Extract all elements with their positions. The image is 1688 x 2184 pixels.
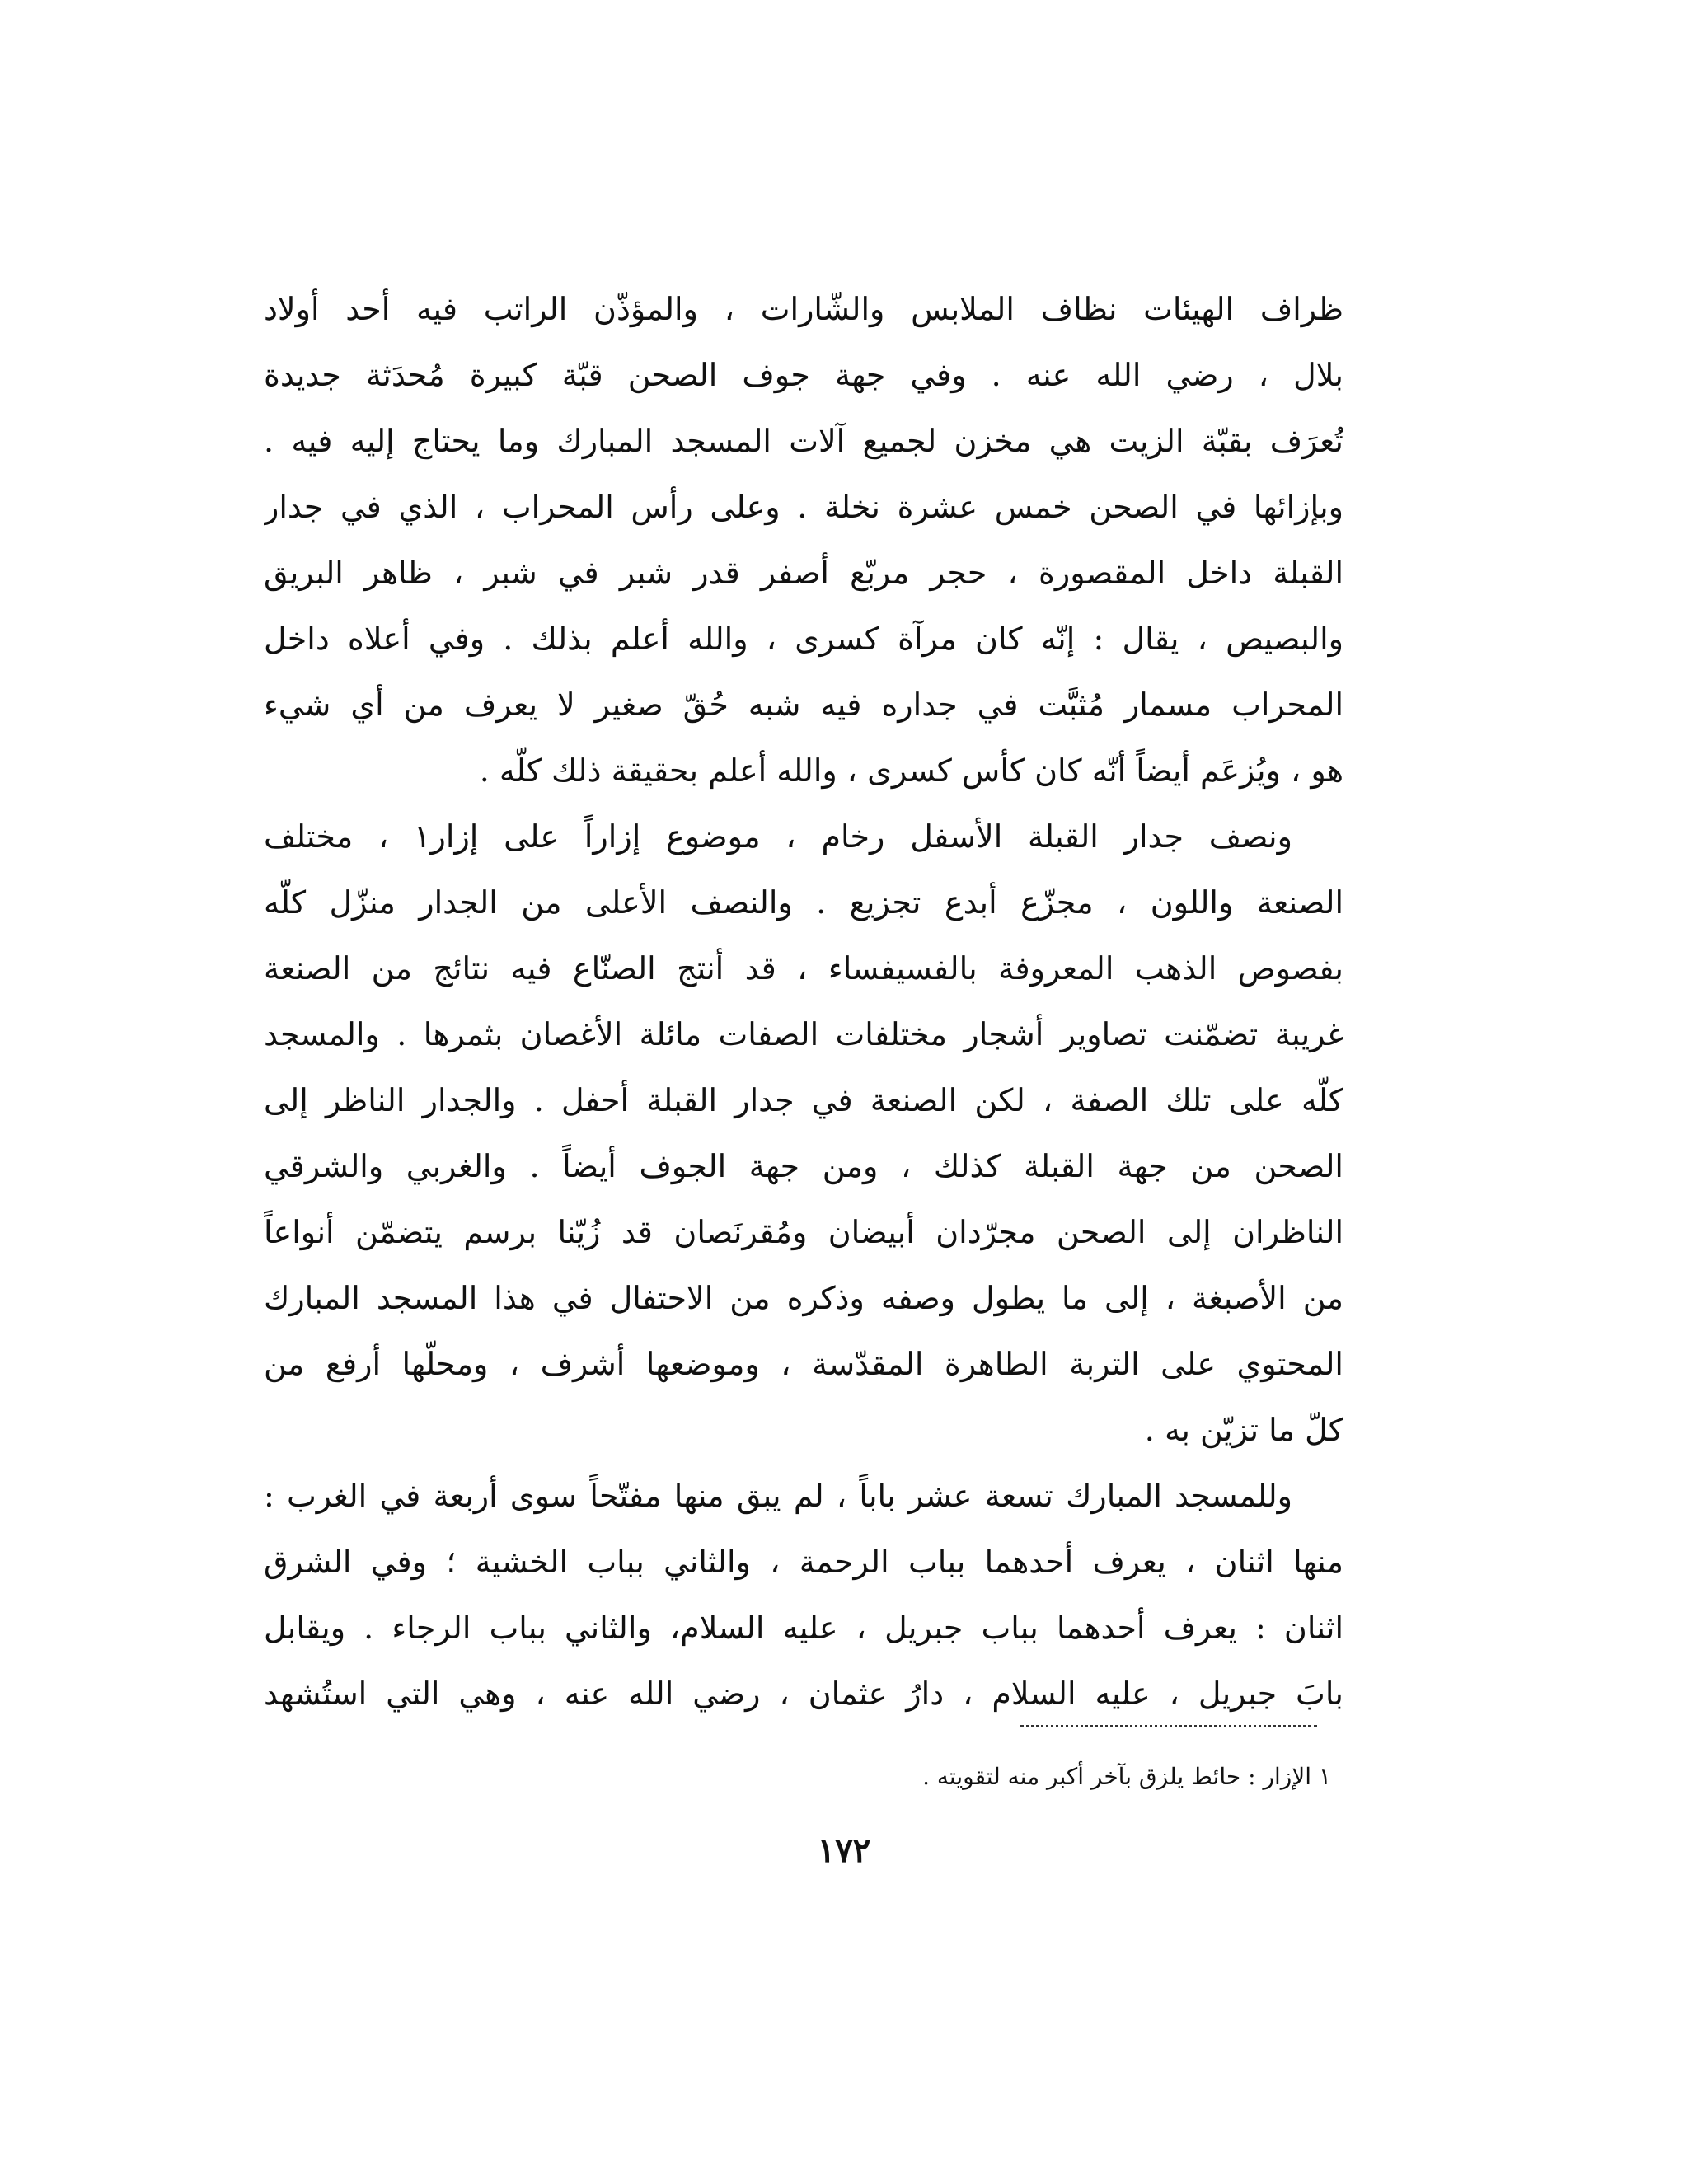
text-line: ظراف الهيئات نظاف الملابس والشّارات ، والمؤذّن الراتب فيه أحد أولاد [264,291,1343,327]
text-line: منها اثنان ، يعرف أحدهما بباب الرحمة ، والثاني بباب الخشية ؛ وفي الشرق [264,1544,1343,1580]
text-line: وللمسجد المبارك تسعة عشر باباً ، لم يبق منها مفتّحاً سوى أربعة في الغرب : [264,1478,1292,1514]
text-line: المحتوي على التربة الطاهرة المقدّسة ، وموضعها أشرف ، ومحلّها أرفع من [264,1346,1343,1382]
text-line: كلّ ما تزيّن به . [1144,1412,1343,1448]
footnote: ١ الإزار : حائط يلزق بآخر أكبر منه لتقويته . [922,1763,1331,1790]
text-line: الصنعة واللون ، مجزّع أبدع تجزيع . والنصف الأعلى من الجدار منزّل كلّه [264,884,1343,921]
text-line: ونصف جدار القبلة الأسفل رخام ، موضوع إزاراً على إزار١ ، مختلف [264,818,1292,855]
text-line: بابَ جبريل ، عليه السلام ، دارُ عثمان ، رضي الله عنه ، وهي التي استُشهد [264,1675,1343,1712]
text-line: تُعرَف بقبّة الزيت هي مخزن لجميع آلات المسجد المبارك وما يحتاج إليه فيه . [264,423,1343,459]
text-line: القبلة داخل المقصورة ، حجر مربّع أصفر قدر شبر في شبر ، ظاهر البريق [264,555,1343,591]
main-text [264,276,1343,1727]
text-line: من الأصبغة ، إلى ما يطول وصفه وذكره من الاحتفال في هذا المسجد المبارك [264,1280,1343,1316]
text-line: غريبة تضمّنت تصاوير أشجار مختلفات الصفات مائلة الأغصان بثمرها . والمسجد [264,1016,1343,1052]
text-line: اثنان : يعرف أحدهما بباب جبريل ، عليه السلام، والثاني بباب الرجاء . ويقابل [264,1610,1343,1646]
text-line: والبصيص ، يقال : إنّه كان مرآة كسرى ، والله أعلم بذلك . وفي أعلاه داخل [264,621,1343,657]
text-line: بلال ، رضي الله عنه . وفي جهة جوف الصحن قبّة كبيرة مُحدَثة جديدة [264,357,1343,393]
text-line: كلّه على تلك الصفة ، لكن الصنعة في جدار القبلة أحفل . والجدار الناظر إلى [264,1082,1343,1118]
text-line: هو ، ويُزعَم أيضاً أنّه كان كأس كسرى ، والله أعلم بحقيقة ذلك كلّه . [479,752,1343,789]
text-line: وبإزائها في الصحن خمس عشرة نخلة . وعلى رأس المحراب ، الذي في جدار [264,489,1343,525]
text-line: الناظران إلى الصحن مجرّدان أبيضان ومُقرنَصان قد زُيّنا برسم يتضمّن أنواعاً [264,1214,1343,1250]
footnote-separator [1020,1725,1317,1727]
page-number: ١٧٢ [817,1831,871,1870]
text-line: الصحن من جهة القبلة كذلك ، ومن جهة الجوف أيضاً . والغربي والشرقي [264,1148,1343,1184]
text-line: المحراب مسمار مُثبَّت في جداره فيه شبه حُقّ صغير لا يعرف من أي شيء [264,687,1343,723]
text-line: بفصوص الذهب المعروفة بالفسيفساء ، قد أنتج الصنّاع فيه نتائج من الصنعة [264,950,1343,987]
